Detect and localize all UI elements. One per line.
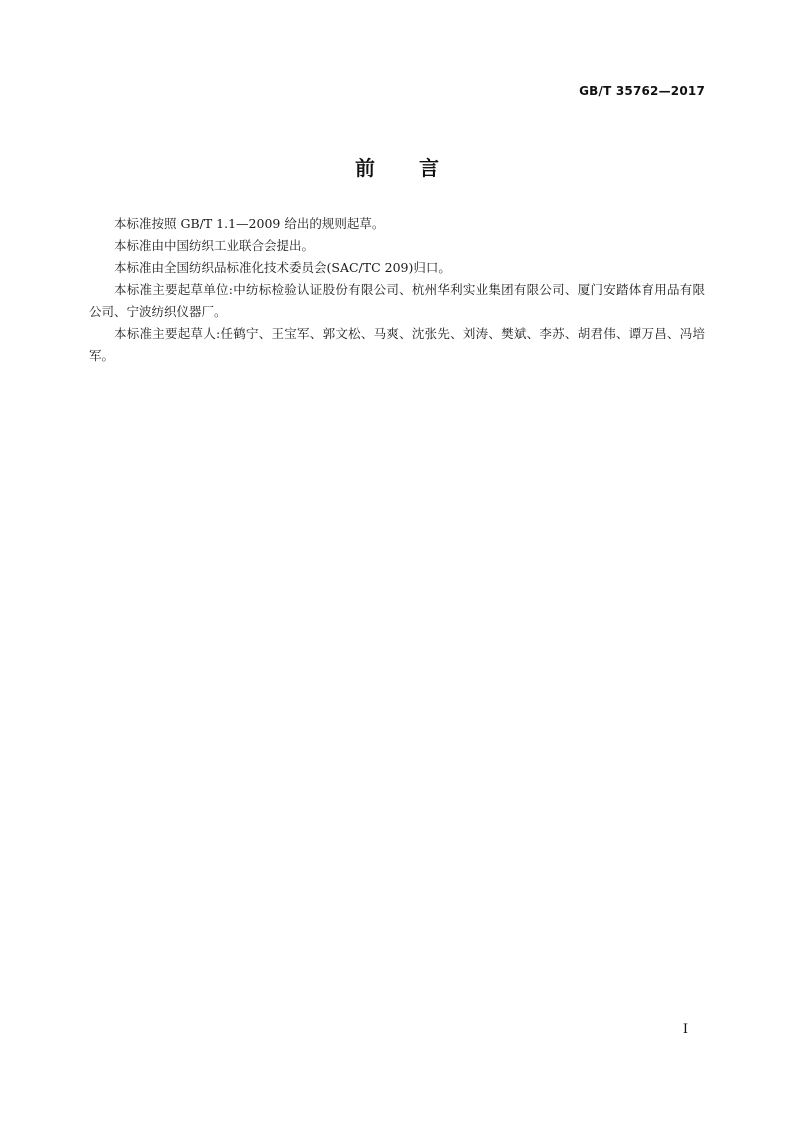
title-char-2: 言 (419, 156, 439, 180)
standard-number: GB/T 35762—2017 (579, 84, 705, 98)
paragraph-proposer: 本标准由中国纺织工业联合会提出。 (114, 238, 315, 253)
foreword-body (89, 213, 705, 367)
paragraph-technical-committee: 本标准由全国纺织品标准化技术委员会(SAC/TC 209)归口。 (114, 260, 451, 275)
page-title (0, 152, 794, 181)
paragraph-drafters: 本标准主要起草人:任鹤宁、王宝军、郭文松、马爽、沈张先、刘涛、樊斌、李苏、胡君伟、谭万昌、冯培军。 (89, 326, 705, 363)
paragraph-drafting-units: 本标准主要起草单位:中纺标检验认证股份有限公司、杭州华利实业集团有限公司、厦门安踏体育用品有限公司、宁波纺织仪器厂。 (89, 282, 705, 319)
title-char-1: 前 (355, 156, 375, 180)
page-number: I (682, 1022, 688, 1037)
paragraph-drafting-rules: 本标准按照 GB/T 1.1—2009 给出的规则起草。 (114, 216, 385, 231)
